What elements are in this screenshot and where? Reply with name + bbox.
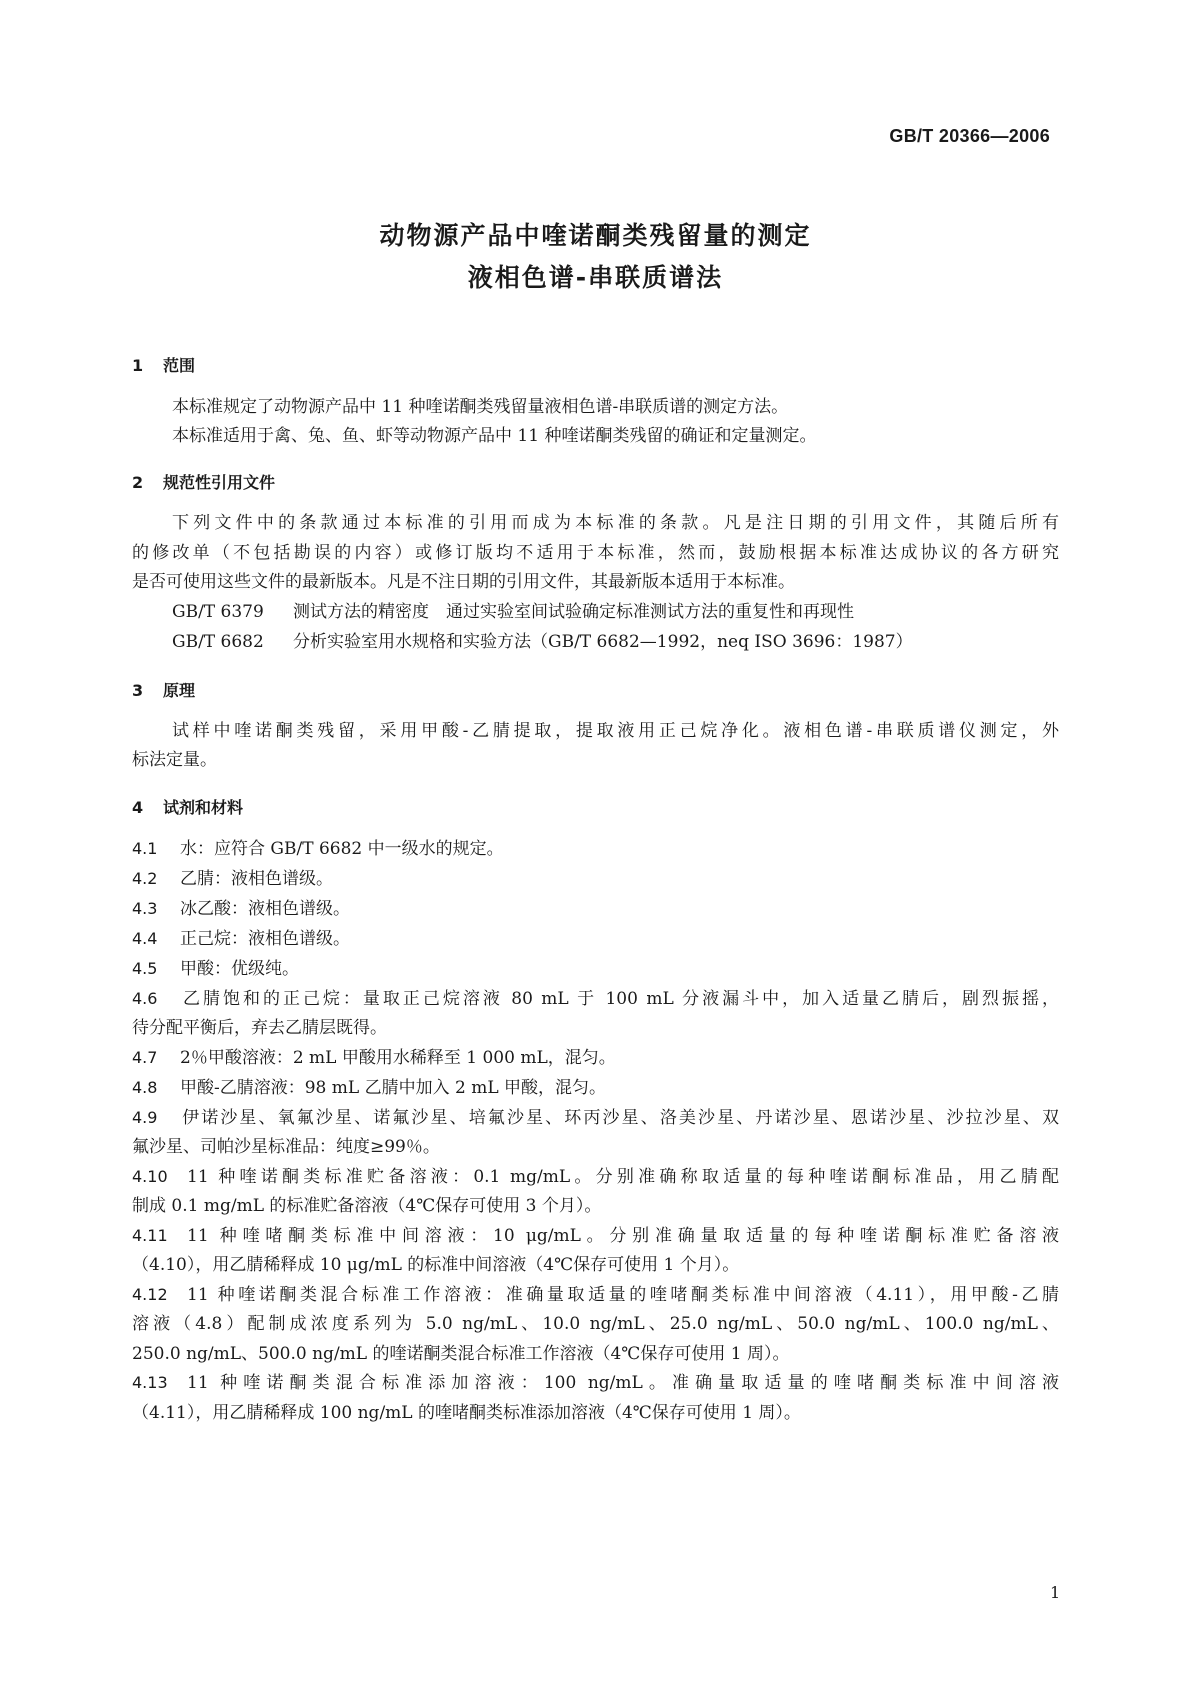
item-text: 冰乙酸：液相色谱级。 <box>180 899 350 919</box>
item-number: 4.1 <box>132 839 158 858</box>
item-number: 4.11 <box>132 1226 168 1245</box>
list-item <box>132 864 333 894</box>
item-continuation: （4.10），用乙腈稀释成 10 μg/mL 的标准中间溶液（4℃保存可使用 1 个月）。 <box>132 1255 740 1275</box>
paragraph-line: 标法定量。 <box>132 750 217 770</box>
section-number: 4 <box>132 798 144 817</box>
item-continuation: 溶液（4.8）配制成浓度系列为 5.0 ng/mL、10.0 ng/mL、25.0 ng/mL、50.0 ng/mL、100.0 ng/mL、 <box>132 1314 1059 1334</box>
item-number: 4.7 <box>132 1048 158 1067</box>
paragraph: 本标准规定了动物源产品中 11 种喹诺酮类残留量液相色谱-串联质谱的测定方法。 <box>172 397 789 417</box>
item-continuation: 氟沙星、司帕沙星标准品：纯度≥99％。 <box>132 1137 440 1157</box>
item-number: 4.12 <box>132 1285 168 1304</box>
item-number: 4.6 <box>132 989 158 1008</box>
section-title: 范围 <box>163 356 196 375</box>
item-number: 4.10 <box>132 1167 168 1186</box>
list-item <box>132 1280 1059 1310</box>
reference-code: GB/T 6682 <box>172 632 264 652</box>
list-item <box>132 1103 1059 1133</box>
item-text: 11 种喹诺酮类混合标准添加溶液：100 ng/mL。准确量取适量的喹啫酮类标准中间溶液 <box>187 1373 1059 1393</box>
item-number: 4.2 <box>132 869 158 888</box>
section-title: 试剂和材料 <box>163 798 244 817</box>
item-text: 乙腈饱和的正己烷：量取正己烷溶液 80 mL 于 100 mL 分液漏斗中，加入适量乙腈后，剧烈振摇， <box>180 989 1059 1009</box>
list-item <box>132 894 350 924</box>
paragraph-line: 试样中喹诺酮类残留，采用甲酸-乙腈提取，提取液用正己烷净化。液相色谱-串联质谱仪测定，外 <box>172 721 1059 741</box>
item-number: 4.4 <box>132 929 158 948</box>
list-item <box>132 1043 616 1073</box>
item-number: 4.13 <box>132 1373 168 1392</box>
item-number: 4.9 <box>132 1108 158 1127</box>
section-number: 1 <box>132 356 144 375</box>
item-continuation: 250.0 ng/mL、500.0 ng/mL 的喹诺酮类混合标准工作溶液（4℃保存可使用 1 周）。 <box>132 1344 790 1364</box>
item-number: 4.8 <box>132 1078 158 1097</box>
normative-reference <box>172 627 913 657</box>
item-text: 甲酸-乙腈溶液：98 mL 乙腈中加入 2 mL 甲酸，混匀。 <box>180 1078 607 1098</box>
paragraph-line: 的修改单（不包括勘误的内容）或修订版均不适用于本标准，然而，鼓励根据本标准达成协议的各方研究 <box>132 543 1059 563</box>
item-text: 11 种喹啫酮类标准中间溶液：10 μg/mL。分别准确量取适量的每种喹诺酮标准贮备溶液 <box>187 1226 1059 1246</box>
item-number: 4.3 <box>132 899 158 918</box>
item-continuation: 制成 0.1 mg/mL 的标准贮备溶液（4℃保存可使用 3 个月）。 <box>132 1196 602 1216</box>
paragraph: 本标准适用于禽、兔、鱼、虾等动物源产品中 11 种喹诺酮类残留的确证和定量测定。 <box>172 426 817 446</box>
list-item <box>132 924 350 954</box>
item-text: 11 种喹诺酮类混合标准工作溶液：准确量取适量的喹啫酮类标准中间溶液（4.11），用甲酸-乙腈 <box>187 1285 1059 1305</box>
section-1-heading <box>132 353 195 376</box>
reference-title: 测试方法的精密度 通过实验室间试验确定标准测试方法的重复性和再现性 <box>293 602 854 622</box>
item-text: 甲酸：优级纯。 <box>180 959 299 979</box>
paragraph-line: 下列文件中的条款通过本标准的引用而成为本标准的条款。凡是注日期的引用文件，其随后所有 <box>172 513 1059 533</box>
item-text: 11 种喹诺酮类标准贮备溶液：0.1 mg/mL。分别准确称取适量的每种喹诺酮标准品，用乙腈配 <box>187 1167 1059 1187</box>
list-item <box>132 1368 1059 1398</box>
reference-title: 分析实验室用水规格和实验方法（GB/T 6682—1992，neq ISO 3696：1987） <box>293 632 913 652</box>
item-text: 正己烷：液相色谱级。 <box>180 929 350 949</box>
item-text: 水：应符合 GB/T 6682 中一级水的规定。 <box>180 839 504 859</box>
standard-number: GB/T 20366—2006 <box>889 126 1050 146</box>
normative-reference <box>172 597 854 627</box>
list-item <box>132 834 504 864</box>
section-number: 2 <box>132 473 144 492</box>
item-continuation: （4.11），用乙腈稀释成 100 ng/mL 的喹啫酮类标准添加溶液（4℃保存可使用 1 周）。 <box>132 1403 801 1423</box>
item-text: 2％甲酸溶液：2 mL 甲酸用水稀释至 1 000 mL，混匀。 <box>180 1048 616 1068</box>
list-item <box>132 1073 606 1103</box>
section-3-heading <box>132 678 195 701</box>
list-item <box>132 954 299 984</box>
item-text: 伊诺沙星、氧氟沙星、诺氟沙星、培氟沙星、环丙沙星、洛美沙星、丹诺沙星、恩诺沙星、沙拉沙星、双 <box>180 1108 1059 1128</box>
section-2-heading <box>132 470 275 493</box>
section-number: 3 <box>132 681 144 700</box>
item-text: 乙腈：液相色谱级。 <box>180 869 333 889</box>
list-item <box>132 1221 1059 1251</box>
document-title-line1: 动物源产品中喹诺酮类残留量的测定 <box>379 221 812 250</box>
paragraph-line: 是否可使用这些文件的最新版本。凡是不注日期的引用文件，其最新版本适用于本标准。 <box>132 572 795 592</box>
item-number: 4.5 <box>132 959 158 978</box>
page-number: 1 <box>1050 1583 1061 1602</box>
section-title: 原理 <box>163 681 196 700</box>
list-item <box>132 984 1059 1014</box>
document-title-line2: 液相色谱-串联质谱法 <box>467 263 724 292</box>
item-continuation: 待分配平衡后，弃去乙腈层既得。 <box>132 1018 387 1038</box>
reference-code: GB/T 6379 <box>172 602 264 622</box>
list-item <box>132 1162 1059 1192</box>
section-title: 规范性引用文件 <box>163 473 276 492</box>
section-4-heading <box>132 795 243 818</box>
